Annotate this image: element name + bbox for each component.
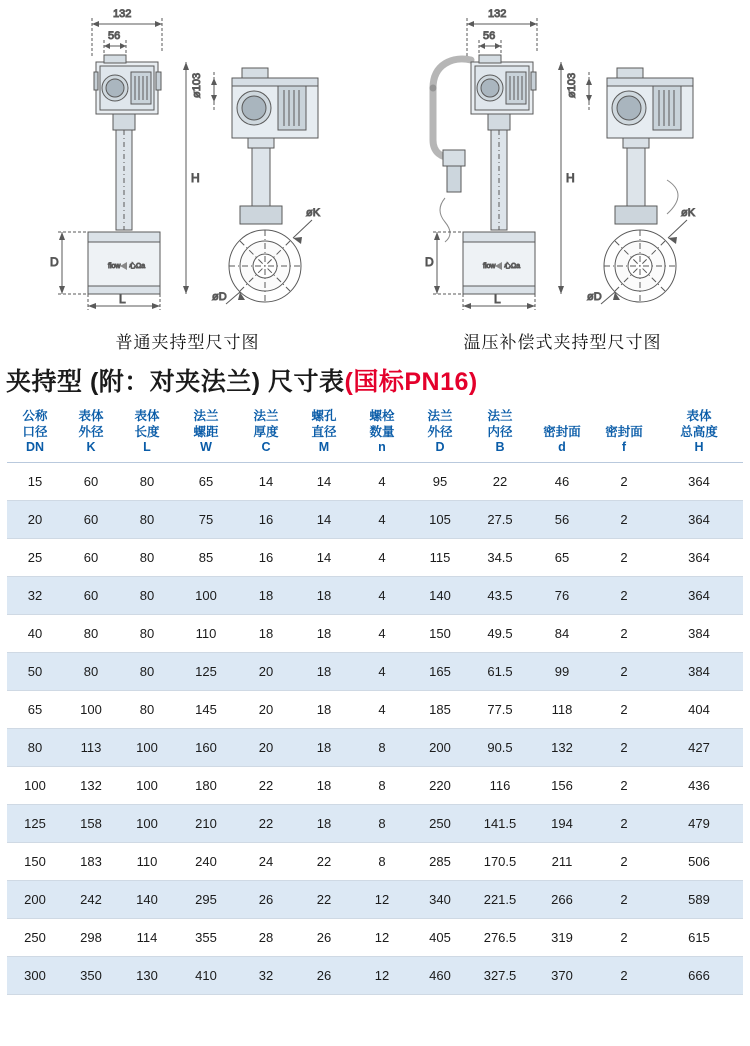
cell-seal-f: 2 — [593, 804, 655, 842]
cell-m: 18 — [295, 614, 353, 652]
cell-seal-f: 2 — [593, 652, 655, 690]
cell-b: 221.5 — [469, 880, 531, 918]
cell-m: 18 — [295, 652, 353, 690]
dim-d-right: D — [425, 255, 434, 269]
cell-b: 116 — [469, 766, 531, 804]
cell-dn: 300 — [7, 956, 63, 994]
cell-k: 80 — [63, 652, 119, 690]
cell-k: 60 — [63, 462, 119, 500]
cell-h: 364 — [655, 500, 743, 538]
cell-c: 18 — [237, 576, 295, 614]
cell-k: 298 — [63, 918, 119, 956]
cell-d: 140 — [411, 576, 469, 614]
cell-h: 384 — [655, 614, 743, 652]
cell-k: 183 — [63, 842, 119, 880]
section-title-main: 夹持型 (附：对夹法兰) 尺寸表 — [6, 368, 345, 396]
table-row — [7, 614, 743, 652]
cell-m: 14 — [295, 500, 353, 538]
dim-l-right: L — [494, 292, 501, 306]
cell-n: 8 — [353, 842, 411, 880]
cell-l: 100 — [119, 804, 175, 842]
dim-diameter-left: ø103 — [191, 72, 203, 98]
cell-d: 405 — [411, 918, 469, 956]
dim-top-inner-right: 56 — [483, 30, 496, 42]
cell-k: 60 — [63, 500, 119, 538]
cell-c: 16 — [237, 500, 295, 538]
cell-seal-f: 2 — [593, 956, 655, 994]
cell-l: 130 — [119, 956, 175, 994]
cell-seal-d: 266 — [531, 880, 593, 918]
table-row — [7, 918, 743, 956]
cell-w: 65 — [175, 462, 237, 500]
cell-b: 61.5 — [469, 652, 531, 690]
drawing-standard-clamp — [0, 0, 375, 322]
svg-text:flow: flow — [483, 263, 496, 270]
col-k: 表体 外径 K — [63, 404, 119, 462]
cell-c: 16 — [237, 538, 295, 576]
cell-seal-f: 2 — [593, 576, 655, 614]
cell-dn: 80 — [7, 728, 63, 766]
svg-text:心Ωa: 心Ωa — [504, 263, 521, 270]
dim-k-left: øK — [306, 207, 321, 219]
dim-flange-d-left: øD — [212, 291, 227, 303]
cell-m: 18 — [295, 728, 353, 766]
cell-w: 75 — [175, 500, 237, 538]
cell-h: 404 — [655, 690, 743, 728]
cell-c: 26 — [237, 880, 295, 918]
cell-h: 427 — [655, 728, 743, 766]
table-header-row — [7, 404, 743, 462]
dim-top-inner-left: 56 — [108, 30, 121, 42]
cell-l: 80 — [119, 500, 175, 538]
cell-seal-d: 211 — [531, 842, 593, 880]
cell-n: 12 — [353, 956, 411, 994]
cell-w: 145 — [175, 690, 237, 728]
cell-w: 180 — [175, 766, 237, 804]
cell-b: 141.5 — [469, 804, 531, 842]
cell-seal-f: 2 — [593, 690, 655, 728]
cell-seal-d: 46 — [531, 462, 593, 500]
col-seal-d: 密封面 d — [531, 404, 593, 462]
cell-d: 115 — [411, 538, 469, 576]
cell-c: 20 — [237, 652, 295, 690]
section-title — [0, 358, 750, 404]
cell-seal-d: 84 — [531, 614, 593, 652]
dim-d-left: D — [50, 255, 59, 269]
svg-text:flow: flow — [108, 263, 121, 270]
cell-c: 32 — [237, 956, 295, 994]
col-h: 表体 总高度 H — [655, 404, 743, 462]
cell-h: 589 — [655, 880, 743, 918]
dim-h-left: H — [191, 171, 200, 185]
cell-k: 113 — [63, 728, 119, 766]
cell-w: 295 — [175, 880, 237, 918]
drawings-section — [0, 0, 750, 322]
cell-d: 220 — [411, 766, 469, 804]
cell-l: 80 — [119, 614, 175, 652]
svg-text:心Ωa: 心Ωa — [129, 263, 146, 270]
cell-b: 276.5 — [469, 918, 531, 956]
table-row — [7, 538, 743, 576]
cell-c: 14 — [237, 462, 295, 500]
cell-b: 27.5 — [469, 500, 531, 538]
cell-seal-d: 99 — [531, 652, 593, 690]
table-row — [7, 842, 743, 880]
cell-seal-f: 2 — [593, 462, 655, 500]
cell-k: 60 — [63, 576, 119, 614]
cell-dn: 150 — [7, 842, 63, 880]
cell-w: 160 — [175, 728, 237, 766]
drawing-temp-pressure-clamp — [375, 0, 750, 322]
cell-n: 4 — [353, 538, 411, 576]
cell-c: 28 — [237, 918, 295, 956]
cell-d: 95 — [411, 462, 469, 500]
cell-d: 250 — [411, 804, 469, 842]
cell-seal-f: 2 — [593, 880, 655, 918]
cell-seal-d: 370 — [531, 956, 593, 994]
cell-seal-d: 118 — [531, 690, 593, 728]
drawing-captions — [0, 322, 750, 358]
cell-b: 49.5 — [469, 614, 531, 652]
cell-d: 340 — [411, 880, 469, 918]
table-row — [7, 880, 743, 918]
cell-seal-f: 2 — [593, 614, 655, 652]
cell-b: 22 — [469, 462, 531, 500]
col-d: 法兰 外径 D — [411, 404, 469, 462]
cell-l: 80 — [119, 690, 175, 728]
cell-k: 350 — [63, 956, 119, 994]
section-title-standard: (国标PN16) — [344, 368, 478, 396]
cell-b: 327.5 — [469, 956, 531, 994]
cell-seal-f: 2 — [593, 842, 655, 880]
cell-seal-f: 2 — [593, 728, 655, 766]
table-body — [7, 462, 743, 994]
cell-seal-d: 56 — [531, 500, 593, 538]
cell-m: 26 — [295, 918, 353, 956]
cell-d: 165 — [411, 652, 469, 690]
table-row — [7, 956, 743, 994]
col-w: 法兰 螺距 W — [175, 404, 237, 462]
cell-w: 355 — [175, 918, 237, 956]
cell-h: 364 — [655, 576, 743, 614]
cell-m: 18 — [295, 690, 353, 728]
dim-diameter-right: ø103 — [566, 72, 578, 98]
cell-seal-d: 65 — [531, 538, 593, 576]
dim-flange-d-right: øD — [587, 291, 602, 303]
cell-h: 384 — [655, 652, 743, 690]
cell-c: 24 — [237, 842, 295, 880]
cell-n: 8 — [353, 728, 411, 766]
table-row — [7, 652, 743, 690]
cell-n: 4 — [353, 614, 411, 652]
col-seal-f: 密封面 f — [593, 404, 655, 462]
cell-l: 114 — [119, 918, 175, 956]
cell-w: 85 — [175, 538, 237, 576]
cell-dn: 200 — [7, 880, 63, 918]
cell-dn: 65 — [7, 690, 63, 728]
cell-m: 22 — [295, 842, 353, 880]
cell-seal-f: 2 — [593, 538, 655, 576]
cell-m: 14 — [295, 462, 353, 500]
col-dn: 公称 口径 DN — [7, 404, 63, 462]
cell-h: 479 — [655, 804, 743, 842]
cell-n: 12 — [353, 880, 411, 918]
cell-h: 615 — [655, 918, 743, 956]
dimension-table — [7, 404, 743, 995]
cell-b: 43.5 — [469, 576, 531, 614]
cell-seal-f: 2 — [593, 500, 655, 538]
table-row — [7, 804, 743, 842]
cell-m: 26 — [295, 956, 353, 994]
cell-n: 12 — [353, 918, 411, 956]
cell-w: 110 — [175, 614, 237, 652]
cell-seal-d: 76 — [531, 576, 593, 614]
cell-seal-f: 2 — [593, 918, 655, 956]
cell-c: 20 — [237, 728, 295, 766]
cell-m: 18 — [295, 766, 353, 804]
cell-dn: 250 — [7, 918, 63, 956]
cell-d: 150 — [411, 614, 469, 652]
cell-dn: 125 — [7, 804, 63, 842]
dim-l-left: L — [119, 292, 126, 306]
cell-k: 60 — [63, 538, 119, 576]
cell-l: 80 — [119, 576, 175, 614]
cell-h: 364 — [655, 462, 743, 500]
cell-dn: 15 — [7, 462, 63, 500]
caption-standard-clamp: 普通夹持型尺寸图 — [115, 332, 260, 352]
cell-k: 158 — [63, 804, 119, 842]
cell-h: 364 — [655, 538, 743, 576]
cell-l: 80 — [119, 462, 175, 500]
cell-k: 80 — [63, 614, 119, 652]
cell-seal-d: 194 — [531, 804, 593, 842]
cell-seal-d: 319 — [531, 918, 593, 956]
cell-dn: 50 — [7, 652, 63, 690]
cell-w: 210 — [175, 804, 237, 842]
cell-k: 242 — [63, 880, 119, 918]
col-n: 螺栓 数量 n — [353, 404, 411, 462]
cell-b: 77.5 — [469, 690, 531, 728]
cell-b: 90.5 — [469, 728, 531, 766]
cell-w: 410 — [175, 956, 237, 994]
col-m: 螺孔 直径 M — [295, 404, 353, 462]
cell-l: 110 — [119, 842, 175, 880]
cell-n: 4 — [353, 576, 411, 614]
cell-b: 170.5 — [469, 842, 531, 880]
cell-c: 18 — [237, 614, 295, 652]
cell-l: 100 — [119, 728, 175, 766]
cell-l: 80 — [119, 538, 175, 576]
cell-c: 20 — [237, 690, 295, 728]
dim-top-width-right: 132 — [488, 8, 507, 20]
cell-dn: 40 — [7, 614, 63, 652]
col-b: 法兰 内径 B — [469, 404, 531, 462]
cell-h: 666 — [655, 956, 743, 994]
cell-n: 4 — [353, 652, 411, 690]
cell-seal-f: 2 — [593, 766, 655, 804]
table-row — [7, 462, 743, 500]
cell-h: 436 — [655, 766, 743, 804]
cell-n: 4 — [353, 500, 411, 538]
dim-h-right: H — [566, 171, 575, 185]
cell-dn: 32 — [7, 576, 63, 614]
cell-l: 100 — [119, 766, 175, 804]
cell-w: 100 — [175, 576, 237, 614]
cell-seal-d: 156 — [531, 766, 593, 804]
cell-m: 18 — [295, 576, 353, 614]
cell-n: 4 — [353, 462, 411, 500]
cell-seal-d: 132 — [531, 728, 593, 766]
cell-d: 285 — [411, 842, 469, 880]
col-l: 表体 长度 L — [119, 404, 175, 462]
cell-h: 506 — [655, 842, 743, 880]
caption-temp-pressure-clamp: 温压补偿式夹持型尺寸图 — [463, 332, 662, 352]
cell-m: 22 — [295, 880, 353, 918]
cell-c: 22 — [237, 766, 295, 804]
cell-b: 34.5 — [469, 538, 531, 576]
table-row — [7, 690, 743, 728]
cell-d: 460 — [411, 956, 469, 994]
dim-top-width-left: 132 — [113, 8, 132, 20]
cell-dn: 20 — [7, 500, 63, 538]
cell-d: 185 — [411, 690, 469, 728]
cell-k: 100 — [63, 690, 119, 728]
cell-c: 22 — [237, 804, 295, 842]
cell-d: 105 — [411, 500, 469, 538]
cell-d: 200 — [411, 728, 469, 766]
table-row — [7, 728, 743, 766]
dim-k-right: øK — [681, 207, 696, 219]
cell-w: 240 — [175, 842, 237, 880]
table-row — [7, 576, 743, 614]
cell-n: 8 — [353, 804, 411, 842]
cell-l: 140 — [119, 880, 175, 918]
table-row — [7, 766, 743, 804]
cell-dn: 100 — [7, 766, 63, 804]
cell-m: 18 — [295, 804, 353, 842]
cell-m: 14 — [295, 538, 353, 576]
cell-w: 125 — [175, 652, 237, 690]
cell-n: 4 — [353, 690, 411, 728]
cell-dn: 25 — [7, 538, 63, 576]
table-row — [7, 500, 743, 538]
cell-n: 8 — [353, 766, 411, 804]
col-c: 法兰 厚度 C — [237, 404, 295, 462]
cell-k: 132 — [63, 766, 119, 804]
cell-l: 80 — [119, 652, 175, 690]
